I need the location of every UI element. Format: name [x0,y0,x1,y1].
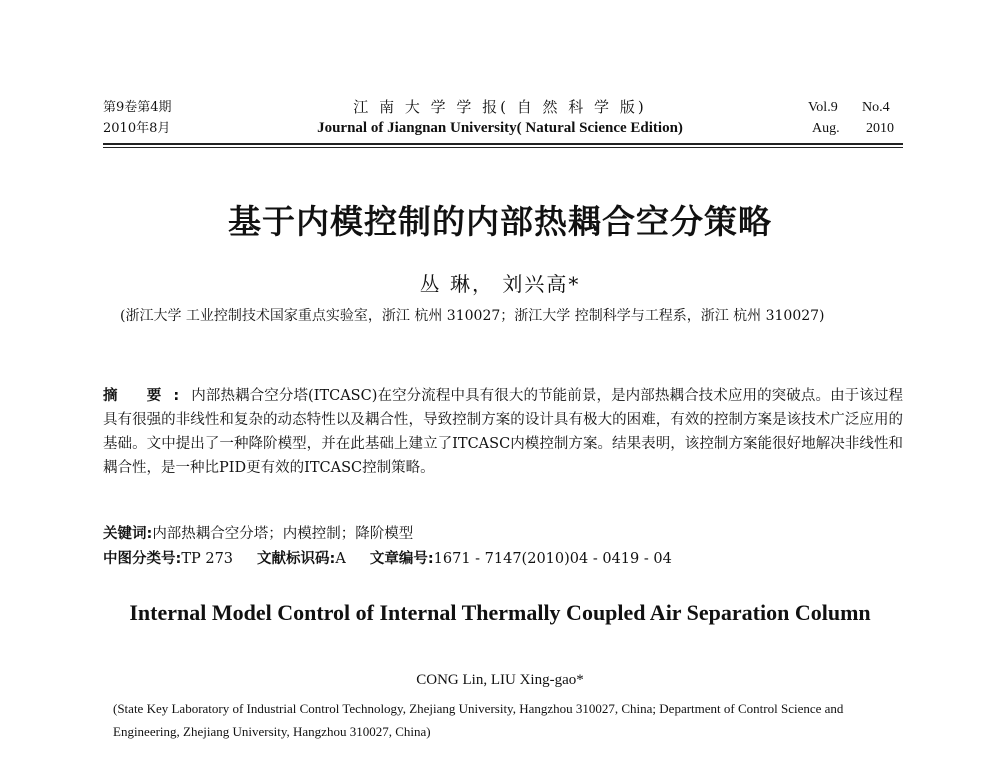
article-no-label: 文章编号: [369,551,434,567]
authors-cn: 丛 琳， 刘兴高* [419,272,581,296]
abstract-text: 内部热耦合空分塔(ITCASC)在空分流程中具有很大的节能前景，是内部热耦合技术应用的突破点。由于该过程具有很强的非线性和复杂的动态特性以及耦合性，导致控制方案的设计具有极大的困难，有效的控制方案是该技术广泛应用的基础。文中提出了一种降阶模型，并在此基础上建立了ITCASC内模控制方案。结果表明，该控制方案能很好地解决非线性和耦合性，是一种比PID更有效的ITCASC控制策略。 [103,388,903,476]
abstract-label: 摘 要: [103,388,192,404]
volume: Vol.9 [808,100,838,115]
month: Aug. [812,121,840,136]
affiliation-cn: (浙江大学 工业控制技术国家重点实验室，浙江 杭州 310027；浙江大学 控制科学与工程系，浙江 杭州 310027) [120,308,825,324]
clc-value: TP 273 [181,551,234,567]
year: 2010 [866,121,894,136]
doc-code-value: A [335,551,346,567]
classification-line [103,547,672,571]
article-no-value: 1671 - 7147(2010)04 - 0419 - 04 [433,551,672,567]
volume-info [808,97,894,139]
keywords-text: 内部热耦合空分塔；内模控制；降阶模型 [152,526,414,542]
number: No.4 [862,100,890,115]
title-en: Internal Model Control of Internal Thermally Coupled Air Separation Column [129,600,871,625]
issue-cn: 第9卷第4期 [103,100,172,115]
keywords-label: 关键词: [103,526,153,542]
journal-name-cn: 江 南 大 学 学 报( 自 然 科 学 版) [353,98,647,116]
header-rule-thin [103,147,903,148]
doc-code-label: 文献标识码: [257,551,336,567]
title-cn: 基于内模控制的内部热耦合空分策略 [228,202,772,241]
journal-name-en: Journal of Jiangnan University( Natural Science Edition) [317,120,683,136]
date-cn: 2010年8月 [103,121,171,136]
abstract [103,384,903,480]
keywords [103,522,413,546]
affiliation-en: (State Key Laboratory of Industrial Control Technology, Zhejiang University, Hangzhou 310027, China; Department of Control Science and Engineering, Zhejiang University, Hangzhou 310027, China) [113,701,844,739]
clc-label: 中图分类号: [103,551,182,567]
authors-en: CONG Lin, LIU Xing-gao* [416,672,584,688]
header-rule-thick [103,143,903,145]
